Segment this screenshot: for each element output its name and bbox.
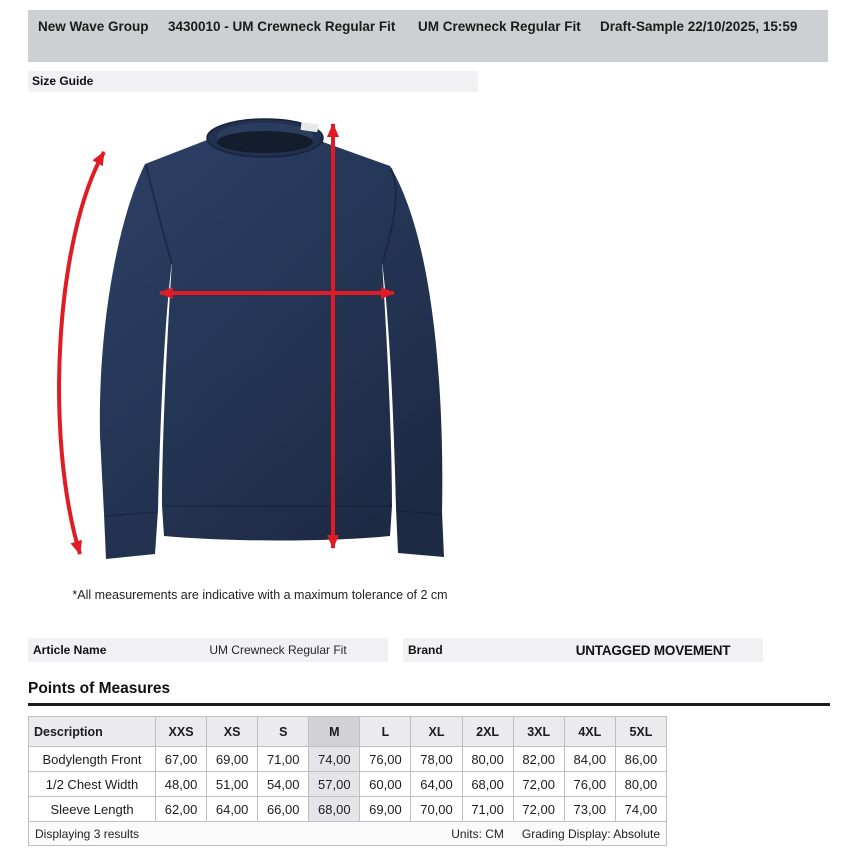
- measure-value: 72,00: [513, 797, 564, 822]
- measure-value: 69,00: [360, 797, 411, 822]
- measure-value: 74,00: [615, 797, 666, 822]
- size-guide-section-title: Size Guide: [28, 71, 478, 92]
- column-header-size-3xl: 3XL: [513, 717, 564, 747]
- measure-description: Sleeve Length: [29, 797, 156, 822]
- column-header-size-l: L: [360, 717, 411, 747]
- table-footer: [28, 822, 667, 846]
- column-header-size-m: M: [309, 717, 360, 747]
- measure-row: [29, 772, 667, 797]
- points-of-measures-title: Points of Measures: [28, 680, 171, 697]
- measure-value: 78,00: [411, 747, 462, 772]
- column-header-size-4xl: 4XL: [564, 717, 615, 747]
- measure-value: 82,00: [513, 747, 564, 772]
- measure-value: 80,00: [462, 747, 513, 772]
- article-name-value: UM Crewneck Regular Fit: [209, 643, 347, 657]
- company-name: New Wave Group: [38, 19, 149, 34]
- measure-value: 64,00: [411, 772, 462, 797]
- column-header-size-5xl: 5XL: [615, 717, 666, 747]
- measure-value: 64,00: [207, 797, 258, 822]
- article-number-title: 3430010 - UM Crewneck Regular Fit: [168, 19, 396, 34]
- measure-value: 48,00: [156, 772, 207, 797]
- section-divider-rule: [28, 703, 830, 706]
- measure-value: 84,00: [564, 747, 615, 772]
- measure-value: 86,00: [615, 747, 666, 772]
- measure-value: 57,00: [309, 772, 360, 797]
- brand-row: [403, 638, 763, 662]
- document-status-timestamp: Draft-Sample 22/10/2025, 15:59: [600, 19, 798, 34]
- measure-value: 71,00: [462, 797, 513, 822]
- article-name-label: Article Name: [33, 643, 107, 657]
- measure-value: 76,00: [564, 772, 615, 797]
- measure-value: 72,00: [513, 772, 564, 797]
- grading-display-label: Grading Display: Absolute: [521, 826, 660, 841]
- measure-value: 68,00: [309, 797, 360, 822]
- measure-description: 1/2 Chest Width: [29, 772, 156, 797]
- measure-value: 66,00: [258, 797, 309, 822]
- table-header-row: [29, 717, 667, 747]
- measure-value: 51,00: [207, 772, 258, 797]
- measure-row: [29, 747, 667, 772]
- sleeve-length-arrow: [59, 152, 104, 554]
- measure-value: 80,00: [615, 772, 666, 797]
- size-guide-garment-figure: [40, 106, 470, 578]
- measure-value: 54,00: [258, 772, 309, 797]
- measure-value: 76,00: [360, 747, 411, 772]
- brand-label: Brand: [408, 643, 443, 657]
- measure-description: Bodylength Front: [29, 747, 156, 772]
- article-name-row: [28, 638, 388, 662]
- column-header-size-xs: XS: [207, 717, 258, 747]
- column-header-size-2xl: 2XL: [462, 717, 513, 747]
- measure-value: 62,00: [156, 797, 207, 822]
- column-header-size-xxs: XXS: [156, 717, 207, 747]
- measure-value: 73,00: [564, 797, 615, 822]
- measure-row: [29, 797, 667, 822]
- measure-value: 60,00: [360, 772, 411, 797]
- brand-value: UNTAGGED MOVEMENT: [575, 642, 731, 658]
- points-of-measures-table: [28, 716, 667, 846]
- measure-value: 74,00: [309, 747, 360, 772]
- document-header-bar: [28, 10, 828, 62]
- measure-value: 71,00: [258, 747, 309, 772]
- sweatshirt-graphic: [100, 119, 444, 559]
- measure-value: 68,00: [462, 772, 513, 797]
- measure-value: 69,00: [207, 747, 258, 772]
- column-header-size-xl: XL: [411, 717, 462, 747]
- article-name-header: UM Crewneck Regular Fit: [418, 19, 581, 34]
- measure-value: 70,00: [411, 797, 462, 822]
- tolerance-note: *All measurements are indicative with a maximum tolerance of 2 cm: [72, 588, 448, 602]
- column-header-size-s: S: [258, 717, 309, 747]
- units-label: Units: CM: [451, 826, 504, 841]
- results-count: Displaying 3 results: [35, 826, 140, 841]
- column-header-description: Description: [29, 717, 156, 747]
- measure-value: 67,00: [156, 747, 207, 772]
